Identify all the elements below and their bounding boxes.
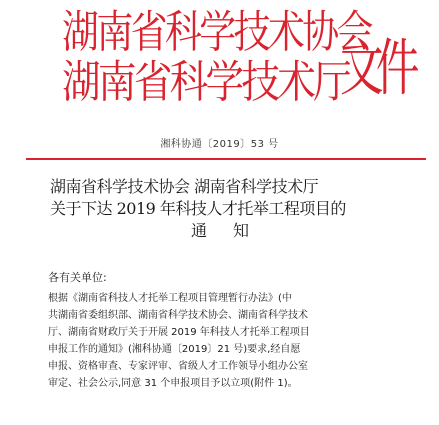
red-masthead — [62, 5, 432, 120]
document-type-label: 文件 — [340, 32, 412, 105]
document-title — [50, 176, 390, 242]
salutation: 各有关单位: — [48, 271, 107, 284]
document-number: 湘科协通〔2019〕53 号 — [160, 139, 279, 150]
body-line: 厅、湖南省财政厅关于开展 2019 年科技人才托举工程项目 — [48, 327, 310, 338]
issuer-name-association: 湖南省科学技术协会 — [62, 5, 371, 58]
title-line-notice: 通知 — [190, 221, 275, 240]
title-line-issuers: 湖南省科学技术协会 湖南省科学技术厅 — [50, 177, 319, 196]
issuer-name-department: 湖南省科学技术厅 — [62, 55, 350, 108]
title-line-subject: 关于下达 2019 年科技人才托举工程项目的 — [50, 199, 346, 218]
body-line: 申报工作的通知》(湘科协通〔2019〕21 号)要求,经自愿 — [48, 344, 301, 355]
body-line: 审定、社会公示,同意 31 个申报项目予以立项(附件 1)。 — [48, 378, 298, 389]
body-line: 根据《湖南省科技人才托举工程项目管理暂行办法》(中 — [48, 293, 292, 304]
red-divider-line — [26, 158, 426, 160]
body-line: 共湖南省委组织部、湖南省科学技术协会、湖南省科学技术 — [48, 310, 308, 321]
body-line: 申报、资格审查、专家评审、省级人才工作领导小组办公室 — [48, 361, 308, 372]
body-paragraph — [48, 290, 378, 392]
